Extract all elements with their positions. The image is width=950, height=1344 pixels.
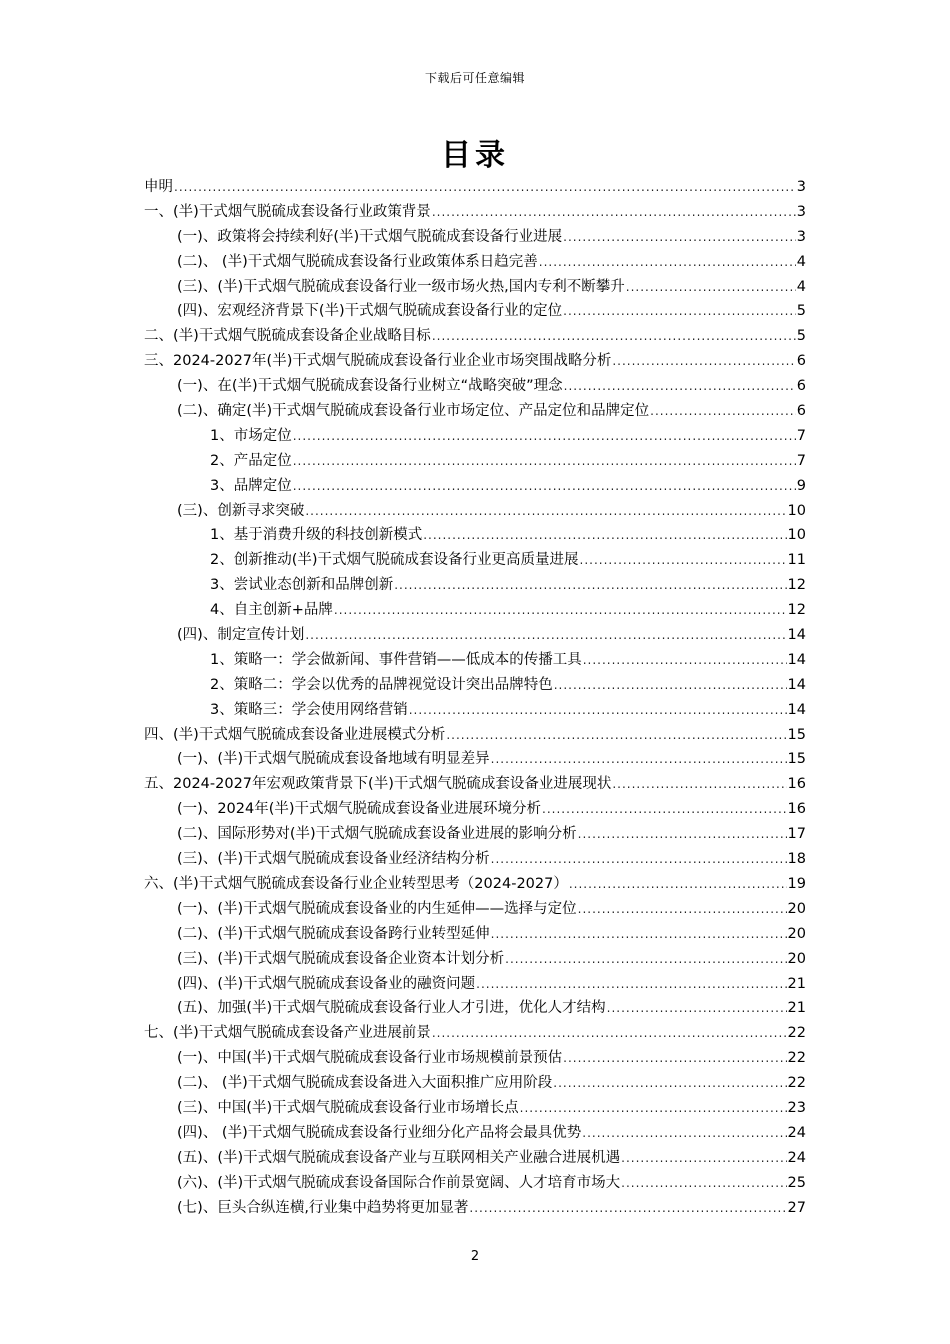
toc-entry-page: 20 — [787, 950, 806, 967]
toc-entry-page: 7 — [796, 427, 806, 444]
toc-entry-text: 1、市场定位 — [210, 427, 292, 444]
toc-leader-dots — [432, 329, 796, 343]
page-number: 2 — [470, 1249, 480, 1264]
toc-entry[interactable] — [144, 673, 806, 698]
toc-entry[interactable] — [144, 523, 806, 548]
toc-entry-text: (五)、加强(半)干式烟气脱硫成套设备行业人才引进，优化人才结构 — [177, 1000, 606, 1017]
toc-entry-page: 14 — [787, 651, 806, 668]
toc-leader-dots — [650, 404, 796, 418]
toc-entry-page: 5 — [796, 303, 806, 320]
toc-leader-dots — [520, 1101, 787, 1115]
toc-leader-dots — [578, 827, 787, 841]
toc-entry-page: 25 — [787, 1174, 806, 1191]
toc-entry-page: 16 — [787, 801, 806, 818]
toc-leader-dots — [394, 578, 786, 592]
toc-entry-text: 四、(半)干式烟气脱硫成套设备业进展模式分析 — [144, 726, 446, 743]
toc-entry-page: 24 — [787, 1124, 806, 1141]
table-of-contents — [144, 175, 806, 1220]
toc-entry-text: (二)、国际形势对(半)干式烟气脱硫成套设备业进展的影响分析 — [177, 826, 577, 843]
toc-entry[interactable] — [144, 897, 806, 922]
toc-title: 目录 — [441, 138, 509, 173]
toc-entry-page: 3 — [796, 179, 806, 195]
toc-entry-text: 3、策略三：学会使用网络营销 — [210, 701, 408, 718]
toc-entry-page: 19 — [787, 875, 806, 892]
toc-entry-text: 4、自主创新+品牌 — [210, 602, 333, 619]
toc-leader-dots — [621, 1151, 786, 1165]
toc-entry[interactable] — [144, 698, 806, 723]
toc-leader-dots — [446, 728, 786, 742]
toc-leader-dots — [554, 678, 787, 692]
toc-entry-page: 22 — [787, 1075, 806, 1092]
toc-leader-dots — [476, 977, 786, 991]
toc-leader-dots — [578, 902, 787, 916]
toc-entry[interactable] — [144, 822, 806, 847]
toc-leader-dots — [293, 479, 796, 493]
toc-entry-text: (六)、(半)干式烟气脱硫成套设备国际合作前景宽阔、人才培育市场大 — [177, 1174, 621, 1191]
toc-leader-dots — [491, 927, 787, 941]
toc-entry[interactable] — [144, 573, 806, 598]
toc-entry-page: 20 — [787, 900, 806, 917]
toc-entry-page: 23 — [787, 1099, 806, 1116]
toc-entry-page: 6 — [796, 378, 806, 395]
toc-entry[interactable] — [144, 1171, 806, 1196]
toc-entry[interactable] — [144, 1046, 806, 1071]
toc-leader-dots — [564, 379, 796, 393]
toc-entry-text: (一)、中国(半)干式烟气脱硫成套设备行业市场规模前景预估 — [177, 1050, 563, 1067]
toc-entry[interactable] — [144, 1196, 806, 1221]
toc-entry-text: (七)、巨头合纵连横,行业集中趋势将更加显著 — [177, 1199, 469, 1216]
toc-entry[interactable] — [144, 972, 806, 997]
toc-entry[interactable] — [144, 648, 806, 673]
toc-entry-page: 15 — [787, 751, 806, 768]
toc-entry-page: 14 — [787, 627, 806, 644]
toc-entry-page: 5 — [796, 328, 806, 345]
toc-entry-text: (五)、(半)干式烟气脱硫成套设备产业与互联网相关产业融合进展机遇 — [177, 1149, 621, 1166]
toc-entry-text: 六、(半)干式烟气脱硫成套设备行业企业转型思考（2024-2027） — [144, 875, 568, 892]
toc-entry[interactable] — [144, 1071, 806, 1096]
toc-entry-text: (三)、创新寻求突破 — [177, 502, 305, 519]
toc-entry-page: 11 — [787, 552, 806, 569]
toc-entry[interactable] — [144, 225, 806, 250]
toc-entry[interactable] — [144, 872, 806, 897]
toc-entry[interactable] — [144, 250, 806, 275]
toc-entry-page: 14 — [787, 701, 806, 718]
toc-leader-dots — [305, 628, 786, 642]
toc-entry-text: 2、策略二：学会以优秀的品牌视觉设计突出品牌特色 — [210, 676, 553, 693]
header-note: 下载后可任意编辑 — [424, 71, 525, 85]
toc-leader-dots — [334, 603, 787, 617]
toc-entry-page: 12 — [787, 602, 806, 619]
toc-entry-text: (三)、(半)干式烟气脱硫成套设备行业一级市场火热,国内专利不断攀升 — [177, 278, 625, 295]
toc-leader-dots — [305, 504, 786, 518]
toc-entry-page: 20 — [787, 925, 806, 942]
toc-entry-page: 10 — [787, 502, 806, 519]
toc-entry[interactable] — [144, 922, 806, 947]
toc-entry[interactable] — [144, 772, 806, 797]
toc-entry[interactable] — [144, 996, 806, 1021]
toc-entry[interactable] — [144, 723, 806, 748]
toc-entry-text: (一)、在(半)干式烟气脱硫成套设备行业树立“战略突破”理念 — [177, 378, 563, 395]
toc-entry[interactable] — [144, 299, 806, 324]
toc-entry-page: 27 — [787, 1199, 806, 1216]
toc-entry[interactable] — [144, 449, 806, 474]
toc-entry-text: (四)、(半)干式烟气脱硫成套设备业的融资问题 — [177, 975, 476, 992]
toc-leader-dots — [607, 1001, 787, 1015]
toc-entry-page: 16 — [787, 776, 806, 793]
toc-entry[interactable] — [144, 1121, 806, 1146]
toc-leader-dots — [583, 653, 787, 667]
toc-entry-text: 二、(半)干式烟气脱硫成套设备企业战略目标 — [144, 328, 431, 345]
toc-leader-dots — [293, 454, 796, 468]
toc-entry-text: 申明 — [144, 179, 173, 195]
toc-leader-dots — [409, 703, 787, 717]
toc-entry-text: (四)、制定宣传计划 — [177, 627, 305, 644]
toc-leader-dots — [612, 354, 795, 368]
toc-leader-dots — [423, 528, 786, 542]
toc-entry[interactable] — [144, 374, 806, 399]
toc-entry[interactable] — [144, 175, 806, 200]
toc-entry[interactable] — [144, 1096, 806, 1121]
toc-entry[interactable] — [144, 399, 806, 424]
toc-entry[interactable] — [144, 1021, 806, 1046]
toc-entry[interactable] — [144, 424, 806, 449]
toc-leader-dots — [469, 1201, 786, 1215]
toc-leader-dots — [582, 1126, 786, 1140]
toc-entry-text: 七、(半)干式烟气脱硫成套设备产业进展前景 — [144, 1025, 431, 1042]
toc-entry[interactable] — [144, 847, 806, 872]
toc-entry-page: 9 — [796, 477, 806, 494]
toc-entry[interactable] — [144, 598, 806, 623]
toc-leader-dots — [505, 952, 786, 966]
toc-leader-dots — [432, 205, 796, 219]
toc-entry-text: 3、品牌定位 — [210, 477, 292, 494]
toc-entry[interactable] — [144, 1146, 806, 1171]
toc-entry-text: (二)、(半)干式烟气脱硫成套设备跨行业转型延伸 — [177, 925, 490, 942]
toc-entry-text: (四)、 (半)干式烟气脱硫成套设备行业细分化产品将会最具优势 — [177, 1124, 582, 1141]
toc-entry-page: 21 — [787, 975, 806, 992]
toc-entry-page: 15 — [787, 726, 806, 743]
toc-leader-dots — [553, 1076, 786, 1090]
toc-entry-text: 2、产品定位 — [210, 452, 292, 469]
toc-entry-text: (一)、(半)干式烟气脱硫成套设备地域有明显差异 — [177, 751, 490, 768]
toc-entry-text: (二)、 (半)干式烟气脱硫成套设备进入大面积推广应用阶段 — [177, 1075, 553, 1092]
toc-entry-page: 7 — [796, 452, 806, 469]
toc-entry-page: 4 — [796, 253, 806, 270]
toc-leader-dots — [569, 877, 787, 891]
toc-leader-dots — [612, 777, 786, 791]
toc-leader-dots — [563, 230, 796, 244]
toc-entry[interactable] — [144, 623, 806, 648]
toc-entry-text: 三、2024-2027年(半)干式烟气脱硫成套设备行业企业市场突围战略分析 — [144, 353, 612, 370]
toc-entry-page: 6 — [796, 403, 806, 420]
toc-entry-page: 14 — [787, 676, 806, 693]
toc-entry-text: (二)、 (半)干式烟气脱硫成套设备行业政策体系日趋完善 — [177, 253, 538, 270]
toc-entry[interactable] — [144, 474, 806, 499]
toc-entry-page: 3 — [796, 203, 806, 220]
toc-entry-page: 12 — [787, 577, 806, 594]
toc-entry[interactable] — [144, 947, 806, 972]
toc-entry-page: 6 — [796, 353, 806, 370]
toc-leader-dots — [580, 553, 787, 567]
toc-entry-page: 22 — [787, 1025, 806, 1042]
toc-entry-text: (一)、2024年(半)干式烟气脱硫成套设备业进展环境分析 — [177, 801, 542, 818]
toc-entry-text: (一)、(半)干式烟气脱硫成套设备业的内生延伸——选择与定位 — [177, 900, 577, 917]
toc-leader-dots — [539, 255, 796, 269]
toc-entry[interactable] — [144, 499, 806, 524]
toc-leader-dots — [491, 752, 787, 766]
toc-entry-text: (三)、(半)干式烟气脱硫成套设备企业资本计划分析 — [177, 950, 505, 967]
toc-entry-text: (三)、中国(半)干式烟气脱硫成套设备行业市场增长点 — [177, 1099, 519, 1116]
toc-leader-dots — [621, 1176, 786, 1190]
toc-leader-dots — [293, 429, 796, 443]
toc-entry[interactable] — [144, 349, 806, 374]
toc-entry-text: (一)、政策将会持续利好(半)干式烟气脱硫成套设备行业进展 — [177, 228, 563, 245]
toc-entry[interactable] — [144, 275, 806, 300]
toc-leader-dots — [626, 280, 796, 294]
toc-leader-dots — [174, 180, 796, 194]
toc-entry-text: 3、尝试业态创新和品牌创新 — [210, 577, 394, 594]
toc-entry-text: (三)、(半)干式烟气脱硫成套设备业经济结构分析 — [177, 851, 490, 868]
toc-leader-dots — [542, 802, 787, 816]
toc-entry[interactable] — [144, 797, 806, 822]
toc-entry-page: 18 — [787, 851, 806, 868]
toc-entry-page: 4 — [796, 278, 806, 295]
toc-entry-text: 一、(半)干式烟气脱硫成套设备行业政策背景 — [144, 203, 431, 220]
toc-entry[interactable] — [144, 200, 806, 225]
toc-entry[interactable] — [144, 747, 806, 772]
toc-entry-page: 21 — [787, 1000, 806, 1017]
toc-leader-dots — [491, 852, 787, 866]
toc-entry-page: 22 — [787, 1050, 806, 1067]
toc-entry-text: (二)、确定(半)干式烟气脱硫成套设备行业市场定位、产品定位和品牌定位 — [177, 403, 650, 420]
toc-entry-text: 2、创新推动(半)干式烟气脱硫成套设备行业更高质量进展 — [210, 552, 579, 569]
toc-entry-text: 1、策略一：学会做新闻、事件营销——低成本的传播工具 — [210, 651, 582, 668]
toc-entry-text: 五、2024-2027年宏观政策背景下(半)干式烟气脱硫成套设备业进展现状 — [144, 776, 612, 793]
toc-entry[interactable] — [144, 324, 806, 349]
toc-leader-dots — [563, 1051, 786, 1065]
toc-entry-page: 24 — [787, 1149, 806, 1166]
toc-leader-dots — [432, 1026, 787, 1040]
toc-entry[interactable] — [144, 548, 806, 573]
toc-entry-page: 10 — [787, 527, 806, 544]
toc-leader-dots — [563, 304, 796, 318]
toc-entry-text: 1、基于消费升级的科技创新模式 — [210, 527, 423, 544]
toc-entry-page: 17 — [787, 826, 806, 843]
toc-entry-page: 3 — [796, 228, 806, 245]
toc-entry-text: (四)、宏观经济背景下(半)干式烟气脱硫成套设备行业的定位 — [177, 303, 563, 320]
